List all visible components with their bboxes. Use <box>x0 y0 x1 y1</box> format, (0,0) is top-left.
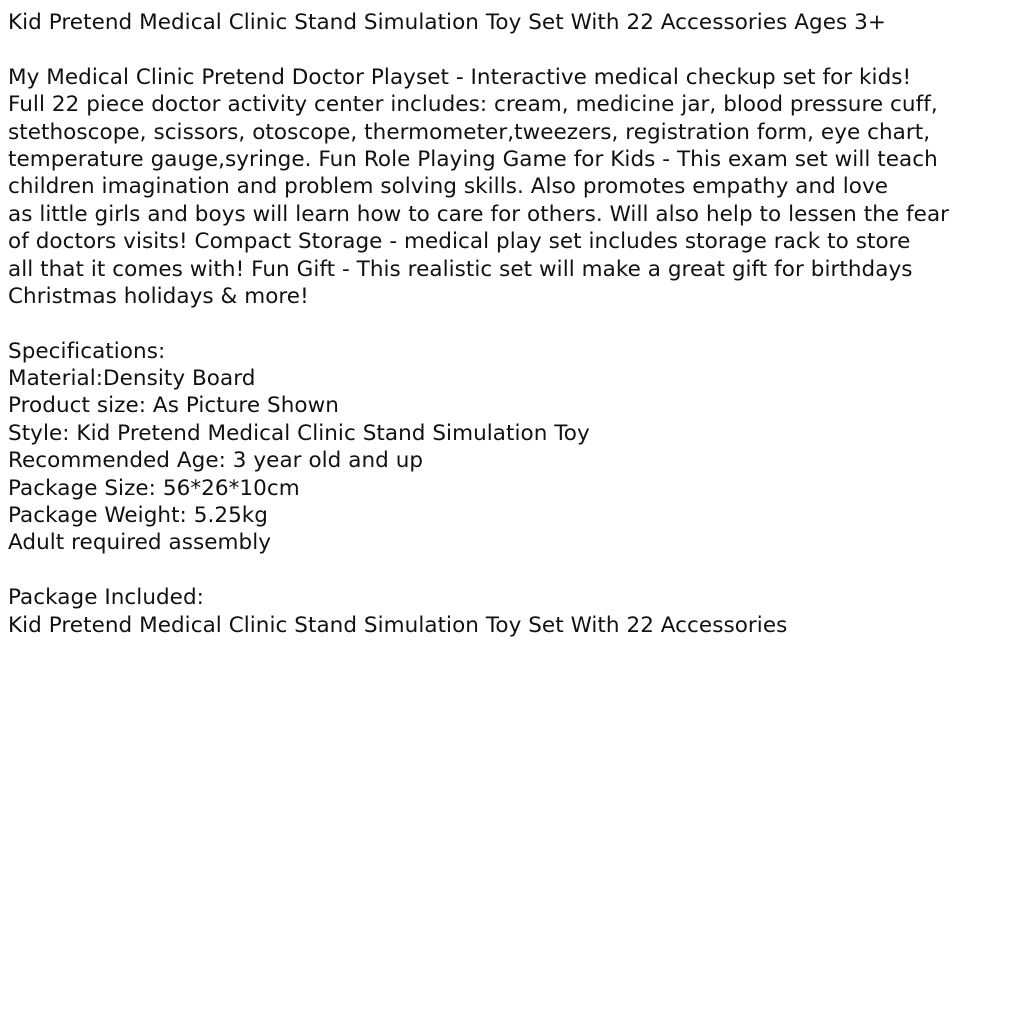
description-block <box>8 64 1022 311</box>
description-line: of doctors visits! Compact Storage - medical play set includes storage rack to store <box>8 229 911 255</box>
description-line: all that it comes with! Fun Gift - This realistic set will make a great gift for birthdays <box>8 256 913 282</box>
description-line: Full 22 piece doctor activity center includes: cream, medicine jar, blood pressure cuff, <box>8 92 938 118</box>
description-line: children imagination and problem solving skills. Also promotes empathy and love <box>8 174 889 200</box>
package-included-item: Kid Pretend Medical Clinic Stand Simulation Toy Set With 22 Accessories <box>8 612 788 638</box>
description-line: My Medical Clinic Pretend Doctor Playset - Interactive medical checkup set for kids! <box>8 64 912 90</box>
description-line: as little girls and boys will learn how to care for others. Will also help to lessen the fear <box>8 201 950 227</box>
spec-assembly: Adult required assembly <box>8 530 272 556</box>
spacer <box>8 310 1022 337</box>
description-line: Christmas holidays & more! <box>8 283 309 309</box>
spec-style: Style: Kid Pretend Medical Clinic Stand Simulation Toy <box>8 420 590 446</box>
spacer <box>8 36 1022 63</box>
package-included-heading: Package Included: <box>8 585 204 611</box>
spec-package-weight: Package Weight: 5.25kg <box>8 503 269 529</box>
spec-product-size: Product size: As Picture Shown <box>8 393 339 419</box>
product-title: Kid Pretend Medical Clinic Stand Simulation Toy Set With 22 Accessories Ages 3+ <box>8 10 886 35</box>
spec-recommended-age: Recommended Age: 3 year old and up <box>8 448 424 474</box>
specifications-heading: Specifications: <box>8 338 166 364</box>
description-line: stethoscope, scissors, otoscope, thermometer,tweezers, registration form, eye chart, <box>8 119 931 145</box>
description-line: temperature gauge,syringe. Fun Role Playing Game for Kids - This exam set will teach <box>8 146 938 172</box>
spec-material: Material:Density Board <box>8 366 256 392</box>
package-included-block <box>8 584 1022 639</box>
spacer <box>8 557 1022 584</box>
specifications-block <box>8 338 1022 557</box>
spec-package-size: Package Size: 56*26*10cm <box>8 475 300 501</box>
product-description-document <box>8 9 1022 639</box>
